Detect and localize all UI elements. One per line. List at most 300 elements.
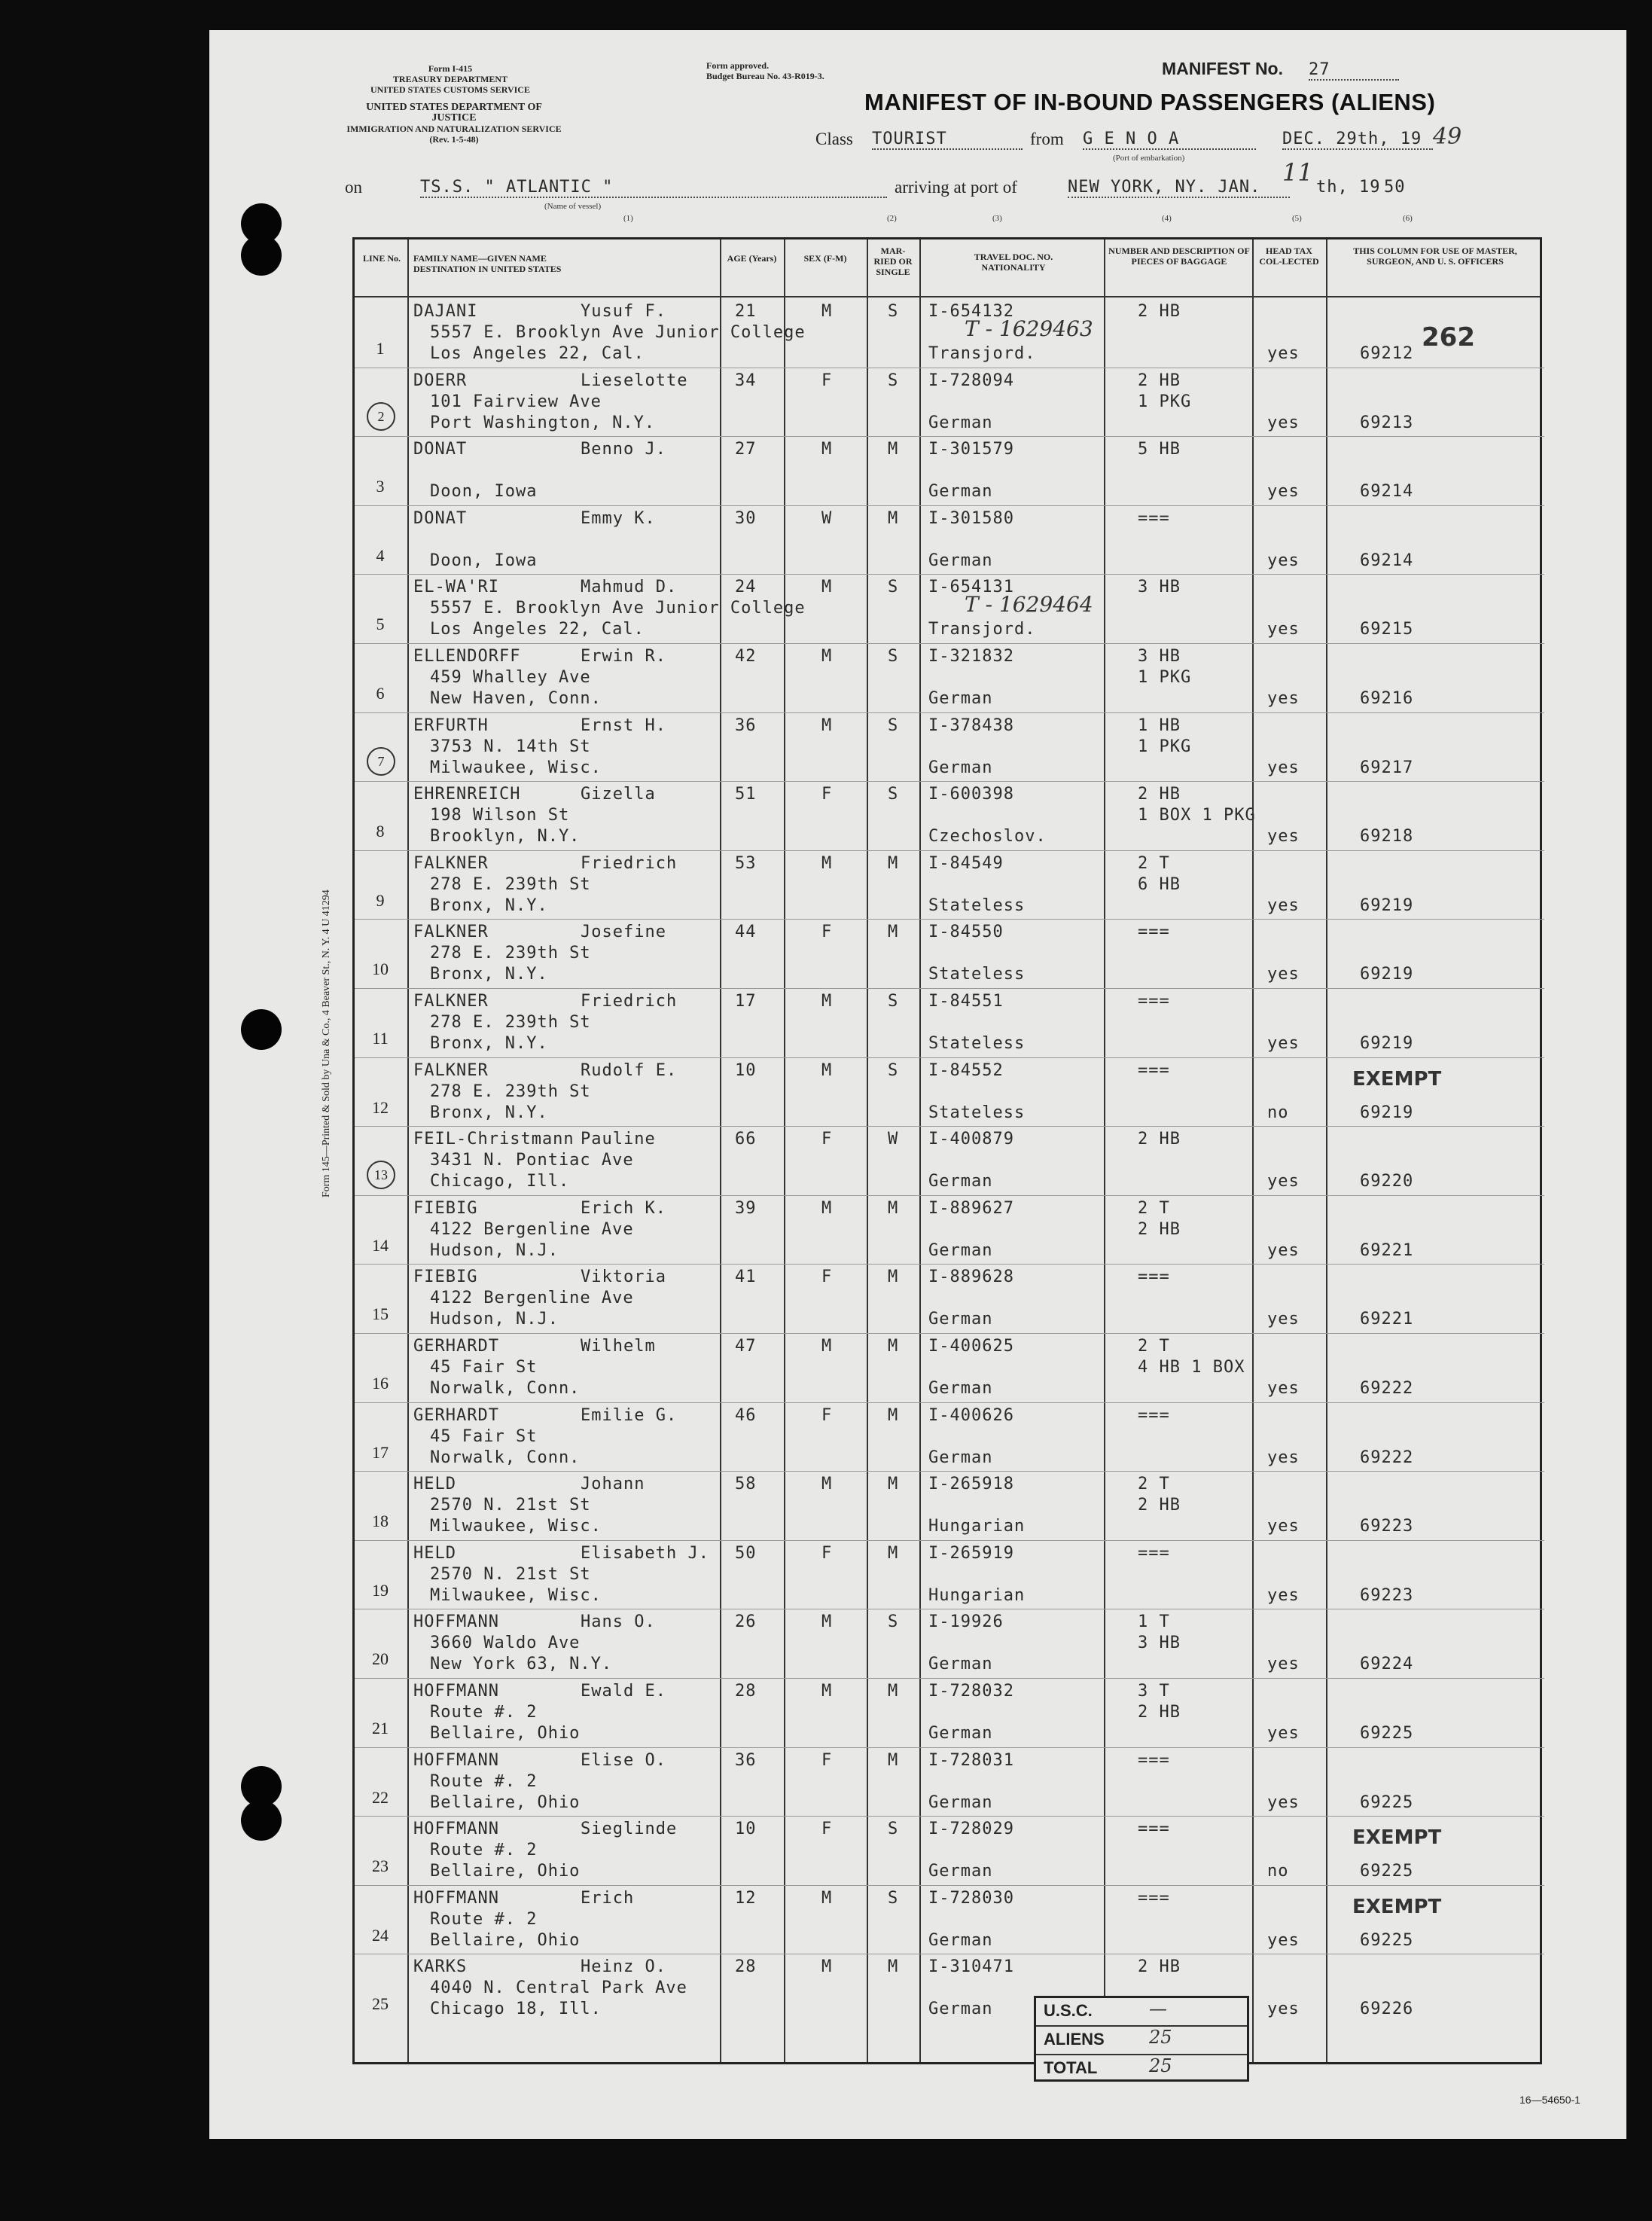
head-tax: yes [1267, 1930, 1300, 1950]
baggage-1: === [1138, 1750, 1170, 1770]
address-line-2: Los Angeles 22, Cal. [430, 344, 645, 363]
given-name: Ernst H. [581, 715, 666, 735]
line-number: 22 [372, 1787, 389, 1807]
baggage-1: 3 HB [1138, 647, 1181, 666]
class-label: Class [815, 130, 853, 148]
line-number: 5 [376, 615, 385, 634]
handwritten-note: EXEMPT [1352, 1826, 1442, 1850]
address-line-1: 2570 N. 21st St [430, 1496, 591, 1515]
given-name: Mahmud D. [581, 578, 678, 597]
head-tax: yes [1267, 758, 1300, 777]
baggage-1: === [1138, 1268, 1170, 1287]
form-approved-block [706, 60, 902, 81]
baggage-1: 2 HB [1138, 371, 1181, 390]
address-line-2: Milwaukee, Wisc. [430, 758, 602, 777]
family-name: EHRENREICH [413, 785, 521, 804]
marital-status: S [888, 1612, 899, 1632]
address-line-2: Hudson, N.J. [430, 1240, 559, 1260]
sex: M [821, 1957, 833, 1977]
address-line-1: 4040 N. Central Park Ave [430, 1978, 687, 1998]
address-line-2: Norwalk, Conn. [430, 1379, 581, 1398]
port-caption: (Port of embarkation) [1113, 154, 1185, 163]
given-name: Viktoria [581, 1268, 666, 1287]
table-row [355, 1609, 1544, 1676]
travel-doc-no: I-301579 [928, 440, 1014, 459]
usc-value: — [1149, 1998, 1167, 2019]
binder-hole [241, 235, 282, 276]
nationality: Hungarian [928, 1517, 1026, 1536]
table-row [355, 1816, 1544, 1884]
col-num-5: (5) [1292, 214, 1302, 223]
address-line-1: 4122 Bergenline Ave [430, 1219, 634, 1239]
officer-number: 69219 [1360, 965, 1414, 984]
age: 17 [735, 992, 757, 1011]
marital-status: M [888, 1405, 899, 1425]
line-number: 1 [376, 339, 385, 358]
given-name: Yusuf F. [581, 302, 666, 321]
table-row [355, 1954, 1544, 2021]
officer-number: 69214 [1360, 482, 1414, 502]
baggage-1: 3 HB [1138, 578, 1181, 597]
line-number: 19 [372, 1580, 389, 1600]
address-line-2: New Haven, Conn. [430, 689, 602, 708]
age: 41 [735, 1268, 757, 1287]
handwritten-note: EXEMPT [1352, 1895, 1442, 1918]
age: 44 [735, 923, 757, 942]
marital-status: M [888, 1957, 899, 1977]
doj-name: UNITED STATES DEPARTMENT OF JUSTICE [366, 102, 542, 124]
marital-status: S [888, 785, 899, 804]
baggage-2: 2 HB [1138, 1703, 1181, 1722]
nationality: German [928, 1379, 993, 1398]
line-number: 15 [372, 1304, 389, 1324]
age: 28 [735, 1682, 757, 1701]
baggage-1: 2 T [1138, 853, 1170, 873]
family-name: DAJANI [413, 302, 478, 321]
officer-number: 69225 [1360, 1724, 1414, 1743]
officer-number: 69218 [1360, 827, 1414, 847]
line-number: 7 [367, 747, 395, 776]
officer-number: 69225 [1360, 1792, 1414, 1812]
travel-doc-no: I-728030 [928, 1888, 1014, 1908]
sex: M [821, 302, 833, 321]
address-line-1: Route #. 2 [430, 1909, 538, 1929]
col-officers: THIS COLUMN FOR USE OF MASTER, SURGEON, AND U. S. OFFICERS [1353, 246, 1517, 267]
travel-doc-no: I-728032 [928, 1682, 1014, 1701]
aliens-value: 25 [1149, 2027, 1172, 2048]
age: 12 [735, 1888, 757, 1908]
nationality: German [928, 413, 993, 432]
arrival-date-rest: th, 19 [1316, 178, 1381, 197]
officer-number: 69222 [1360, 1448, 1414, 1467]
officer-number: 69213 [1360, 413, 1414, 432]
line-number: 17 [372, 1442, 389, 1462]
baggage-1: === [1138, 923, 1170, 942]
sex: F [821, 1268, 833, 1287]
total-label: TOTAL [1044, 2058, 1098, 2077]
sex: F [821, 371, 833, 390]
from-label: from [1030, 130, 1064, 148]
arrival-day-hand: 11 [1282, 158, 1313, 187]
family-name: HELD [413, 1543, 456, 1563]
age: 47 [735, 1337, 757, 1356]
passenger-table [352, 237, 1542, 2064]
head-tax: yes [1267, 413, 1300, 432]
travel-doc-no: I-728094 [928, 371, 1014, 390]
age: 46 [735, 1405, 757, 1425]
address-line-1: 45 Fair St [430, 1426, 538, 1446]
total-value: 25 [1149, 2055, 1172, 2076]
marital-status: M [888, 1682, 899, 1701]
officer-number: 69221 [1360, 1240, 1414, 1260]
line-number: 25 [372, 1994, 389, 2014]
marital-status: M [888, 1475, 899, 1494]
baggage-2: 6 HB [1138, 874, 1181, 894]
officer-number: 69219 [1360, 1103, 1414, 1122]
family-name: HOFFMANN [413, 1682, 499, 1701]
col-line-no: LINE No. [362, 253, 401, 264]
nationality: Stateless [928, 1103, 1026, 1122]
travel-doc-no: I-84549 [928, 853, 1004, 873]
officer-number: 69224 [1360, 1655, 1414, 1674]
address-line-1: 3431 N. Pontiac Ave [430, 1151, 634, 1170]
nationality: German [928, 689, 993, 708]
nationality: German [928, 1310, 993, 1329]
age: 24 [735, 578, 757, 597]
travel-doc-no: I-84552 [928, 1060, 1004, 1080]
given-name: Emmy K. [581, 508, 656, 528]
binder-hole [241, 1800, 282, 1841]
age: 27 [735, 440, 757, 459]
family-name: HOFFMANN [413, 1888, 499, 1908]
baggage-1: 2 T [1138, 1475, 1170, 1494]
given-name: Elise O. [581, 1750, 666, 1770]
marital-status: M [888, 853, 899, 873]
head-tax: yes [1267, 1792, 1300, 1812]
table-row [355, 781, 1544, 849]
family-name: FALKNER [413, 992, 489, 1011]
officer-number: 69225 [1360, 1930, 1414, 1950]
head-tax: yes [1267, 689, 1300, 708]
form-number-block [360, 63, 541, 95]
address-line-1: 45 Fair St [430, 1358, 538, 1377]
address-line-2: Milwaukee, Wisc. [430, 1585, 602, 1605]
sex: M [821, 1198, 833, 1218]
officer-number: 69214 [1360, 551, 1414, 570]
sex: M [821, 578, 833, 597]
ins-name: IMMIGRATION AND NATURALIZATION SERVICE [346, 124, 562, 134]
col-num-3: (3) [992, 214, 1002, 223]
baggage-1: === [1138, 1543, 1170, 1563]
officer-number: 69226 [1360, 2000, 1414, 2019]
travel-doc-no: I-889627 [928, 1198, 1014, 1218]
family-name: DONAT [413, 440, 468, 459]
marital-status: M [888, 440, 899, 459]
age: 42 [735, 647, 757, 666]
officer-number: 69212 [1360, 344, 1414, 363]
nationality: German [928, 1240, 993, 1260]
col-name: FAMILY NAME—GIVEN NAME DESTINATION IN UNITED STATES [413, 253, 562, 274]
travel-doc-no: I-654132 [928, 302, 1014, 321]
head-tax: yes [1267, 1172, 1300, 1191]
line-number: 20 [372, 1649, 389, 1669]
officer-number: 69223 [1360, 1585, 1414, 1605]
table-row [355, 1885, 1544, 1953]
baggage-1: === [1138, 508, 1170, 528]
table-row [355, 1540, 1544, 1608]
sex: M [821, 1060, 833, 1080]
table-row [355, 298, 1544, 366]
given-name: Sieglinde [581, 1820, 678, 1839]
handwritten-note: T - 1629464 [965, 592, 1093, 618]
sex: M [821, 1337, 833, 1356]
customs-service: UNITED STATES CUSTOMS SERVICE [370, 84, 530, 95]
col-sex: SEX (F-M) [803, 253, 847, 264]
age: 30 [735, 508, 757, 528]
col-age: AGE (Years) [727, 253, 777, 264]
travel-doc-no: I-728029 [928, 1820, 1014, 1839]
head-tax: yes [1267, 1034, 1300, 1053]
sex: M [821, 853, 833, 873]
age: 10 [735, 1820, 757, 1839]
address-line-2: Bellaire, Ohio [430, 1792, 581, 1812]
sex: F [821, 1750, 833, 1770]
baggage-2: 2 HB [1138, 1219, 1181, 1239]
address-line-2: Chicago, Ill. [430, 1172, 570, 1191]
arrival-port: NEW YORK, NY. JAN. [1068, 178, 1290, 198]
totals-box [1034, 1996, 1249, 2082]
aliens-label: ALIENS [1044, 2030, 1105, 2049]
travel-doc-no: I-600398 [928, 785, 1014, 804]
marital-status: M [888, 1750, 899, 1770]
table-row [355, 712, 1544, 780]
travel-doc-no: I-301580 [928, 508, 1014, 528]
nationality: Hungarian [928, 1585, 1026, 1605]
marital-status: M [888, 923, 899, 942]
address-line-2: Brooklyn, N.Y. [430, 827, 581, 847]
line-number: 16 [372, 1374, 389, 1393]
nationality: German [928, 2000, 993, 2019]
head-tax: yes [1267, 551, 1300, 570]
nationality: German [928, 1448, 993, 1467]
given-name: Emilie G. [581, 1405, 678, 1425]
family-name: HELD [413, 1475, 456, 1494]
from-value: G E N O A [1083, 130, 1256, 150]
manifest-page [209, 30, 1626, 2139]
binder-hole [241, 1009, 282, 1050]
nationality: Czechoslov. [928, 827, 1047, 847]
budget-bureau: Budget Bureau No. 43-R019-3. [706, 71, 824, 81]
given-name: Gizella [581, 785, 656, 804]
age: 39 [735, 1198, 757, 1218]
vessel-name: TS.S. " ATLANTIC " [420, 178, 887, 198]
baggage-2: 1 PKG [1138, 668, 1192, 687]
travel-doc-no: I-19926 [928, 1612, 1004, 1632]
address-line-2: Norwalk, Conn. [430, 1448, 581, 1467]
family-name: HOFFMANN [413, 1612, 499, 1632]
address-line-2: Bellaire, Ohio [430, 1724, 581, 1743]
table-row [355, 850, 1544, 918]
family-name: DONAT [413, 508, 468, 528]
age: 51 [735, 785, 757, 804]
handwritten-note: T - 1629463 [965, 316, 1093, 341]
address-line-2: Bronx, N.Y. [430, 965, 548, 984]
nationality: German [928, 551, 993, 570]
line-number: 6 [376, 684, 385, 703]
table-row [355, 1471, 1544, 1539]
travel-doc-no: I-84551 [928, 992, 1004, 1011]
table-row [355, 1195, 1544, 1263]
head-tax: yes [1267, 1379, 1300, 1398]
officer-number: 69219 [1360, 895, 1414, 915]
given-name: Erich [581, 1888, 635, 1908]
vessel-caption: (Name of vessel) [544, 202, 602, 211]
travel-doc-no: I-84550 [928, 923, 1004, 942]
table-row [355, 919, 1544, 987]
head-tax: yes [1267, 1585, 1300, 1605]
col-num-4: (4) [1162, 214, 1172, 223]
family-name: FALKNER [413, 1060, 489, 1080]
travel-doc-no: I-400626 [928, 1405, 1014, 1425]
officer-number: 69217 [1360, 758, 1414, 777]
address-line-2: Doon, Iowa [430, 551, 538, 570]
manifest-no-label: MANIFEST No. [1162, 59, 1283, 78]
marital-status: W [888, 1130, 899, 1149]
table-row [355, 1057, 1544, 1125]
given-name: Erwin R. [581, 647, 666, 666]
family-name: FALKNER [413, 923, 489, 942]
nationality: Stateless [928, 965, 1026, 984]
table-row [355, 1264, 1544, 1332]
head-tax: yes [1267, 1655, 1300, 1674]
table-row [355, 643, 1544, 711]
line-number: 23 [372, 1856, 389, 1876]
marital-status: M [888, 1268, 899, 1287]
baggage-1: === [1138, 992, 1170, 1011]
doj-block [345, 102, 563, 145]
address-line-1: 5557 E. Brooklyn Ave Junior College [430, 599, 806, 618]
line-number: 2 [367, 402, 395, 431]
marital-status: S [888, 302, 899, 321]
handwritten-note: EXEMPT [1352, 1067, 1442, 1091]
travel-doc-no: I-400879 [928, 1130, 1014, 1149]
nationality: German [928, 1792, 993, 1812]
age: 26 [735, 1612, 757, 1632]
nationality: German [928, 758, 993, 777]
baggage-2: 3 HB [1138, 1634, 1181, 1653]
line-number: 10 [372, 959, 389, 979]
age: 36 [735, 715, 757, 735]
form-number: Form I-415 [428, 63, 473, 74]
address-line-2: Bronx, N.Y. [430, 895, 548, 915]
line-number: 9 [376, 890, 385, 910]
baggage-1: 2 T [1138, 1198, 1170, 1218]
address-line-1: 278 E. 239th St [430, 874, 591, 894]
travel-doc-no: I-321832 [928, 647, 1014, 666]
line-number: 14 [372, 1235, 389, 1255]
given-name: Lieselotte [581, 371, 688, 390]
given-name: Ewald E. [581, 1682, 666, 1701]
officer-number: 69216 [1360, 689, 1414, 708]
line-number: 4 [376, 545, 385, 565]
address-line-2: Bellaire, Ohio [430, 1930, 581, 1950]
marital-status: M [888, 1543, 899, 1563]
given-name: Wilhelm [581, 1337, 656, 1356]
age: 53 [735, 853, 757, 873]
officer-stamp-number: 262 [1422, 322, 1475, 352]
baggage-1: === [1138, 1888, 1170, 1908]
line-number: 24 [372, 1925, 389, 1945]
sex: M [821, 1612, 833, 1632]
officer-number: 69219 [1360, 1034, 1414, 1053]
line-number: 11 [372, 1029, 389, 1048]
nationality: German [928, 1724, 993, 1743]
sex: M [821, 1682, 833, 1701]
manifest-title: MANIFEST OF IN-BOUND PASSENGERS (ALIENS) [864, 89, 1436, 115]
baggage-1: 2 HB [1138, 1957, 1181, 1977]
family-name: HOFFMANN [413, 1820, 499, 1839]
address-line-2: Hudson, N.J. [430, 1310, 559, 1329]
head-tax: yes [1267, 1310, 1300, 1329]
address-line-2: Milwaukee, Wisc. [430, 1517, 602, 1536]
baggage-1: === [1138, 1405, 1170, 1425]
age: 21 [735, 302, 757, 321]
given-name: Josefine [581, 923, 666, 942]
address-line-2: Chicago 18, Ill. [430, 2000, 602, 2019]
nationality: Stateless [928, 1034, 1026, 1053]
given-name: Heinz O. [581, 1957, 666, 1977]
age: 28 [735, 1957, 757, 1977]
sex: F [821, 923, 833, 942]
nationality: German [928, 1655, 993, 1674]
family-name: FIEBIG [413, 1268, 478, 1287]
baggage-1: === [1138, 1060, 1170, 1080]
line-number: 3 [376, 477, 385, 496]
family-name: KARKS [413, 1957, 468, 1977]
given-name: Pauline [581, 1130, 656, 1149]
head-tax: yes [1267, 1724, 1300, 1743]
marital-status: S [888, 647, 899, 666]
usc-label: U.S.C. [1044, 2001, 1093, 2020]
col-married: MAR-RIED OR SINGLE [873, 246, 913, 277]
treasury-dept: TREASURY DEPARTMENT [392, 74, 508, 84]
family-name: ERFURTH [413, 715, 489, 735]
sex: M [821, 992, 833, 1011]
col-num-2: (2) [887, 214, 897, 223]
nationality: German [928, 1862, 993, 1881]
baggage-1: 1 T [1138, 1612, 1170, 1632]
baggage-1: 2 HB [1138, 302, 1181, 321]
address-line-1: 3753 N. 14th St [430, 737, 591, 756]
head-tax: yes [1267, 965, 1300, 984]
travel-doc-no: I-265919 [928, 1543, 1014, 1563]
travel-doc-no: I-889628 [928, 1268, 1014, 1287]
sex: W [821, 508, 833, 528]
col-num-1: (1) [623, 214, 633, 223]
sex: M [821, 1475, 833, 1494]
table-row [355, 368, 1544, 435]
departure-year-hand: 49 [1433, 124, 1462, 150]
head-tax: yes [1267, 482, 1300, 502]
age: 50 [735, 1543, 757, 1563]
line-number: 12 [372, 1097, 389, 1117]
head-tax: yes [1267, 1448, 1300, 1467]
officer-number: 69223 [1360, 1517, 1414, 1536]
travel-doc-no: I-265918 [928, 1475, 1014, 1494]
arriving-label: arriving at port of [895, 178, 1017, 197]
head-tax: yes [1267, 2000, 1300, 2019]
nationality: Stateless [928, 895, 1026, 915]
